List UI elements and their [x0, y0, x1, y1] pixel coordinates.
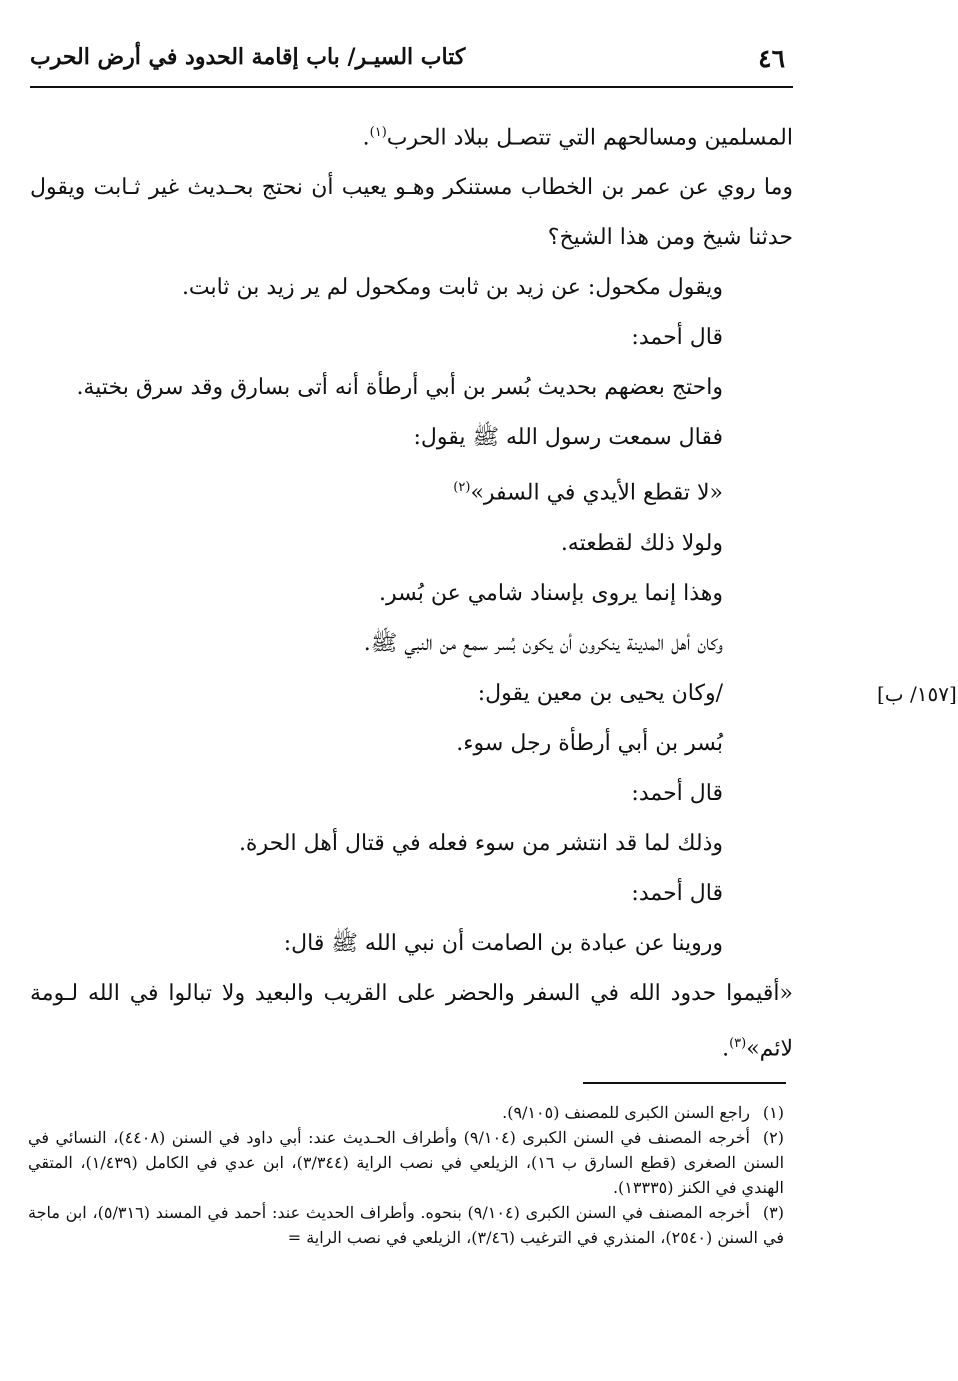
paragraph-end: . — [362, 125, 370, 151]
footnote-separator — [583, 1082, 786, 1084]
hadith-quote: «لا تقطع الأيدي في السفر» — [470, 480, 723, 506]
paragraph — [30, 669, 957, 719]
footnote — [28, 1100, 784, 1125]
paragraph: وهذا إنما يروى بإسناد شامي عن بُسر. — [378, 580, 723, 606]
paragraph: بُسر بن أبي أرطأة رجل سوء. — [456, 730, 723, 756]
paragraph — [30, 463, 793, 518]
footnote — [28, 1200, 784, 1250]
footnote-number: (٣) — [762, 1203, 784, 1222]
footnote-text: أخرجه المصنف في السنن الكبرى (٩/١٠٤) بنحوه. وأطراف الحديث عند: أحمد في المسند (٥/٣١٦)، ابن ماجة في السنن (٢٥٤٠)، المنذري في الترغيب (٣/٤٦)، الزيلعي في نصب الراية = — [28, 1203, 784, 1247]
hadith-quote: «أقيموا حدود الله في السفر والحضر على القريب والبعيد ولا تبالوا في الله لـومة لائم» — [30, 980, 793, 1061]
footnote-text: راجع السنن الكبرى للمصنف (٩/١٠٥). — [502, 1103, 750, 1122]
footnote-ref: (٣) — [729, 1035, 747, 1051]
main-text — [30, 108, 957, 1074]
page-number: ٤٦ — [758, 44, 785, 73]
footnote-number: (١) — [762, 1103, 784, 1122]
footnote-text: أخرجه المصنف في السنن الكبرى (٩/١٠٤) وأطراف الحـديث عند: أبي داود في السنن (٤٤٠٨)، النسائي في السنن الصغرى (قطع السارق ب ١٦)، الزيلعي في نصب الراية (٣/٣٤٤)، ابن عدي في الكامل (١/٤٣٩)، المتقي الهندي في الكنز (١٣٣٣٥). — [28, 1128, 785, 1197]
paragraph: ولولا ذلك لقطعته. — [560, 530, 723, 556]
footnotes — [28, 1100, 784, 1250]
paragraph: واحتج بعضهم بحديث بُسر بن أبي أرطأة أنه أتى بسارق وقد سرق بختية. — [76, 375, 723, 401]
paragraph — [30, 108, 793, 163]
paragraph: قال أحمد: — [631, 325, 723, 351]
paragraph: وذلك لما قد انتشر من سوء فعله في قتال أهل الحرة. — [238, 830, 723, 856]
running-title: كتاب السيـر/ باب إقامة الحدود في أرض الحرب — [30, 44, 466, 70]
footnote-ref: (٢) — [453, 480, 471, 496]
paragraph — [30, 969, 793, 1074]
paragraph: وما روي عن عمر بن الخطاب مستنكر وهـو يعيب أن نحتج بحـديث غير ثـابت ويقول حدثنا شيخ ومن هذا الشيخ؟ — [30, 175, 793, 251]
paragraph: قال أحمد: — [631, 780, 723, 806]
paragraph-text: /وكان يحيى بن معين يقول: — [477, 680, 723, 706]
paragraph: ويقول مكحول: عن زيد بن ثابت ومكحول لم ير زيد بن ثابت. — [181, 275, 723, 301]
paragraph: قال أحمد: — [631, 880, 723, 906]
paragraph-text: المسلمين ومسالحهم التي تتصـل ببلاد الحرب — [386, 125, 793, 151]
paragraph-end: . — [722, 1035, 730, 1061]
footnote-ref: (١) — [369, 125, 387, 140]
footnote-number: (٢) — [762, 1128, 784, 1147]
page-header — [30, 44, 793, 80]
manuscript-folio-marker: [١٥٧/ ب] — [877, 681, 957, 706]
paragraph: وروينا عن عبادة بن الصامت أن نبي الله ﷺ قال: — [283, 930, 723, 956]
footnote — [28, 1125, 784, 1200]
paragraph: وكان أهل المدينة ينكرون أن يكون بُسر سمع من النبي ﷺ. — [363, 630, 723, 656]
paragraph: فقال سمعت رسول الله ﷺ يقول: — [413, 425, 723, 451]
header-rule — [30, 86, 793, 88]
